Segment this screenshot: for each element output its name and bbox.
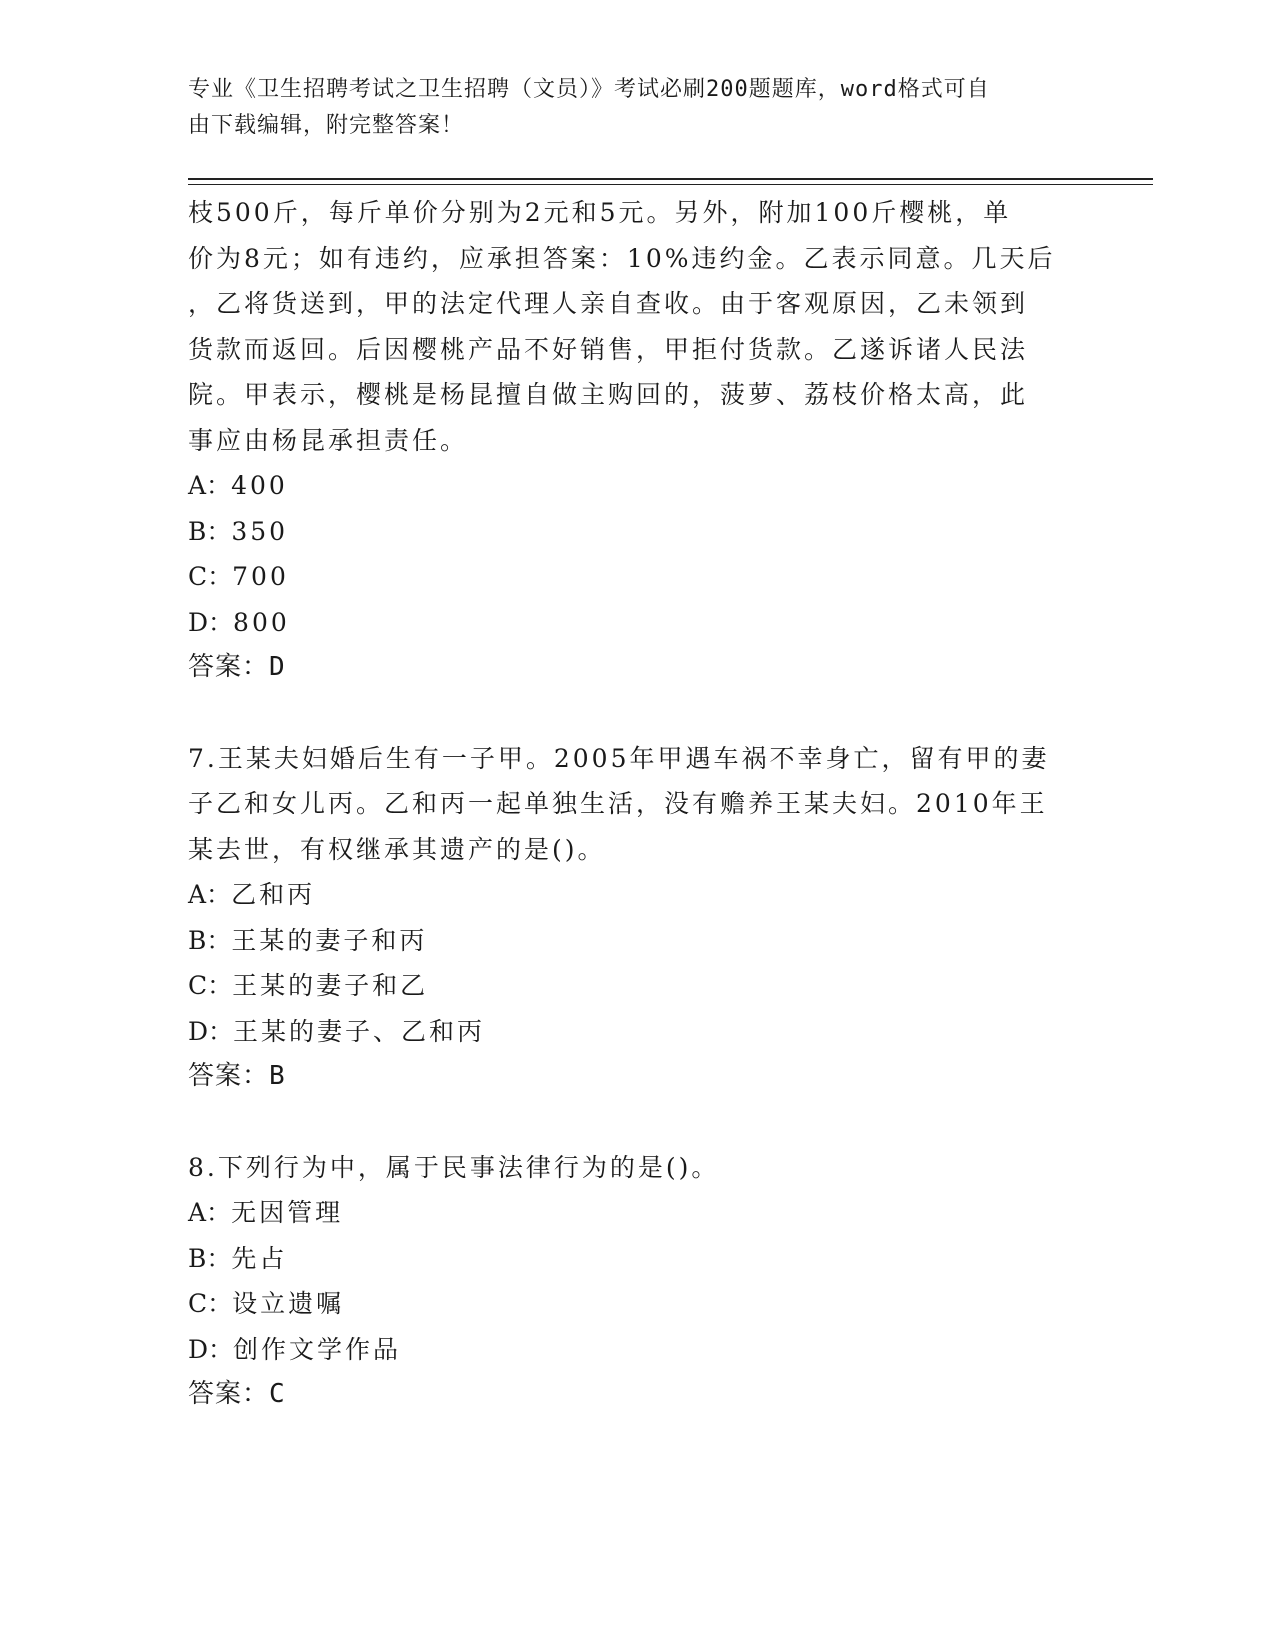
question-text-line: 某去世，有权继承其遗产的是()。 [188, 834, 606, 864]
question-6 [188, 190, 1068, 691]
option-a: A：无因管理 [188, 1198, 344, 1227]
header-line-2: 由下载编辑，附完整答案！ [188, 113, 465, 138]
question-text-line: ，乙将货送到，甲的法定代理人亲自查收。由于客观原因，乙未领到 [188, 289, 1029, 318]
option-d: D：创作文学作品 [188, 1334, 402, 1364]
question-8 [188, 1145, 1068, 1418]
question-text-line: 7.王某夫妇婚后生有一子甲。2005年甲遇车祸不幸身亡，留有甲的妻 [188, 743, 1050, 773]
question-text-line: 价为8元；如有违约，应承担答案：10%违约金。乙表示同意。几天后 [188, 243, 1056, 273]
option-c: C：王某的妻子和乙 [188, 971, 429, 1000]
spacer [188, 691, 1068, 736]
option-b: B：350 [188, 516, 289, 546]
question-7 [188, 736, 1068, 1100]
question-text-line: 事应由杨昆承担责任。 [188, 425, 469, 455]
question-text-line: 8.下列行为中，属于民事法律行为的是()。 [188, 1152, 720, 1182]
option-c: C：700 [188, 562, 289, 591]
option-c: C：设立遗嘱 [188, 1289, 345, 1318]
question-text-line: 子乙和女儿丙。乙和丙一起单独生活，没有赡养王某夫妇。2010年王 [188, 789, 1048, 818]
answer: 答案：B [188, 1061, 286, 1091]
question-text-line: 院。甲表示，樱桃是杨昆擅自做主购回的，菠萝、荔枝价格太高，此 [188, 380, 1029, 409]
document-header [188, 72, 1088, 144]
option-b: B：王某的妻子和丙 [188, 925, 428, 955]
answer: 答案：C [188, 1379, 286, 1409]
question-text-line: 枝500斤，每斤单价分别为2元和5元。另外，附加100斤樱桃，单 [188, 198, 1012, 227]
option-a: A：乙和丙 [188, 880, 316, 909]
option-d: D：王某的妻子、乙和丙 [188, 1016, 486, 1046]
document-body [188, 190, 1068, 1418]
option-b: B：先占 [188, 1243, 288, 1273]
option-d: D：800 [188, 607, 290, 637]
header-divider-thin [188, 184, 1153, 185]
header-divider-thick [188, 178, 1153, 180]
option-a: A：400 [188, 471, 288, 500]
answer: 答案：D [188, 652, 286, 682]
header-line-1: 专业《卫生招聘考试之卫生招聘（文员）》考试必刷200题题库，word格式可自 [188, 77, 990, 102]
question-text-line: 货款而返回。后因樱桃产品不好销售，甲拒付货款。乙遂诉诸人民法 [188, 334, 1029, 364]
spacer [188, 1100, 1068, 1145]
